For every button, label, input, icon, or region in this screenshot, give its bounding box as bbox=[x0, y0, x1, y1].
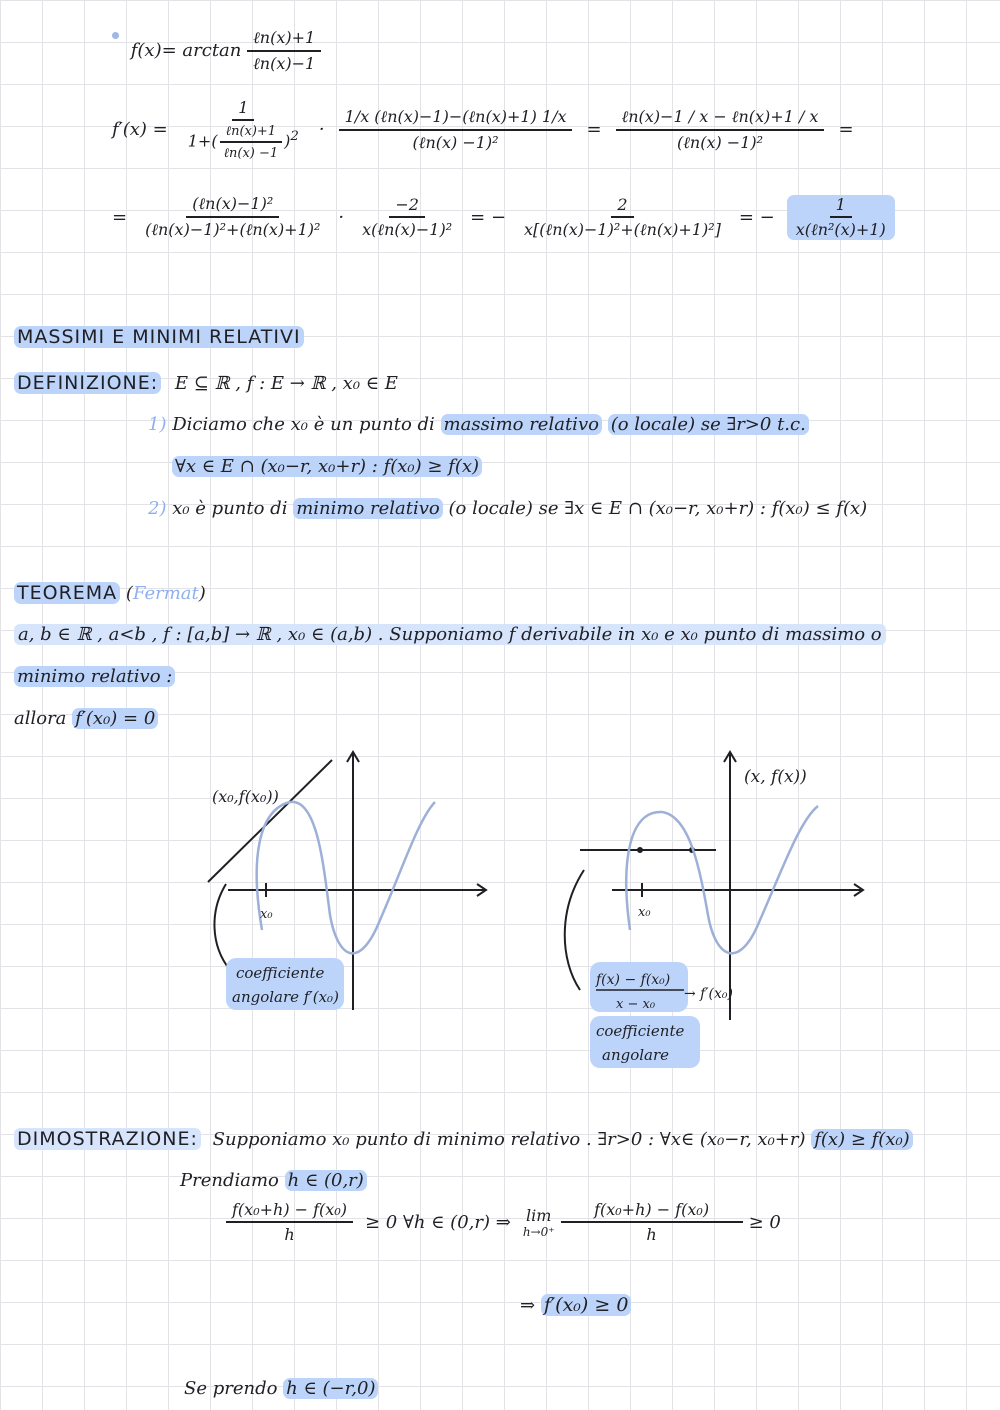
limit-ratio: $\frac{\text{f(x₀+h) − f(x₀)}}{h}$ bbox=[567, 1200, 737, 1244]
proof-line-2: Prendiamo h ∈ (0,r) bbox=[180, 1170, 367, 1191]
note-bracket bbox=[214, 884, 230, 970]
function-curve bbox=[257, 802, 435, 954]
proof-label: DIMOSTRAZIONE: bbox=[14, 1128, 201, 1150]
definition-item-1-condition: ∀x ∈ E ∩ (x₀−r, x₀+r) : f(x₀) ≥ f(x) bbox=[172, 456, 482, 477]
theorem-line-1: a, b ∈ ℝ , a<b , f : [a,b] → ℝ , x₀ ∈ (a,b) . Supponiamo f derivabile in x₀ e x₀ punto di massimo o bbox=[14, 624, 886, 645]
note-bracket bbox=[565, 870, 584, 990]
limit-arrow-label: → f′(x₀) bbox=[684, 986, 733, 1002]
derivative-line-2: f′(x) = 1 1+( $\frac{\text{ℓn(x)+1}}{\text{ℓn(x) −1}}$ )$^2$ · $\frac{\text{1/x (ℓn(x)−1)−(ℓn(x)+1) 1/x}}{\text{(ℓn(x) −1)²}}$ = $\frac{\text{ℓn(x)−1 / x − ℓn(x)+1 / x}}{\text{(ℓn(x) −1)²}}$ = bbox=[112, 98, 854, 161]
limit-operator: lim h→0⁺ bbox=[522, 1205, 555, 1239]
diff-quotient-den: x − x₀ bbox=[616, 997, 656, 1012]
note-left-line-2: angolare f′(x₀) bbox=[232, 988, 339, 1006]
proof-line-4: ⇒ f′(x₀) ≥ 0 bbox=[520, 1294, 631, 1316]
definition-item-2: 2) x₀ è punto di minimo relativo (o locale) se ∃x ∈ E ∩ (x₀−r, x₀+r) : f(x₀) ≤ f(x) bbox=[148, 498, 868, 519]
derivative-line-3: = $\frac{\text{(ℓn(x)−1)²}}{\text{(ℓn(x)−1)²+(ℓn(x)+1)²}}$ · $\frac{-2}{\text{x(ℓn(x)−1)²}}$ = − $\frac{2}{\text{x[(ℓn(x)−1)²+(ℓn(x)+1)²]}}$ = − $\frac{1}{\text{x(ℓn²(x)+1)}}$ bbox=[112, 194, 895, 240]
theorem-line-2: minimo relativo : bbox=[14, 666, 175, 687]
note-left-line-1: coefficiente bbox=[236, 964, 325, 982]
bullet-dot bbox=[112, 32, 119, 39]
arctan-argument-fraction: $\frac{\text{ℓn(x)+1}}{\text{ℓn(x)−1}}$ bbox=[247, 28, 321, 74]
definition-item-1: 1) Diciamo che x₀ è un punto di massimo relativo (o locale) se ∃r>0 t.c. bbox=[148, 414, 809, 435]
fermat-graph-left bbox=[180, 740, 510, 1030]
theorem-name: Fermat bbox=[132, 583, 199, 604]
fermat-graph-right bbox=[550, 740, 880, 1070]
point-label-left: (x₀,f(x₀)) bbox=[212, 787, 279, 806]
point-label-right: (x, f(x)) bbox=[744, 767, 807, 787]
proof-line-3: $\frac{\text{f(x₀+h) − f(x₀)}}{h}$ ≥ 0 ∀h ∈ (0,r) ⇒ lim h→0⁺ $\frac{\text{f(x₀+h) − f(x₀)}}{h}$ ≥ 0 bbox=[226, 1200, 781, 1244]
note-right-line-1: coefficiente bbox=[596, 1022, 685, 1040]
fraction-simplified: $\frac{\text{ℓn(x)−1 / x − ℓn(x)+1 / x}}{\text{(ℓn(x) −1)²}}$ bbox=[616, 107, 825, 153]
fraction-1-over-1-plus-square: 1 1+( $\frac{\text{ℓn(x)+1}}{\text{ℓn(x) −1}}$ )$^2$ bbox=[187, 98, 299, 161]
theorem-label: TEOREMA bbox=[14, 582, 120, 604]
fraction-minus-two: $\frac{-2}{\text{x(ℓn(x)−1)²}}$ bbox=[362, 194, 453, 239]
secant-point-1 bbox=[637, 847, 643, 853]
fraction-quotient-rule: $\frac{\text{1/x (ℓn(x)−1)−(ℓn(x)+1) 1/x}}{\text{(ℓn(x) −1)²}}$ bbox=[339, 107, 573, 153]
x0-label-right: x₀ bbox=[638, 905, 651, 920]
definition-label: DEFINIZIONE: bbox=[14, 372, 161, 394]
proof-line-1: DIMOSTRAZIONE: Supponiamo x₀ punto di minimo relativo . ∃r>0 : ∀x∈ (x₀−r, x₀+r) f(x) ≥ f(x₀) bbox=[14, 1128, 913, 1150]
proof-line-5: Se prendo h ∈ (−r,0) bbox=[184, 1378, 378, 1399]
theorem-line-3: allora f′(x₀) = 0 bbox=[14, 708, 158, 729]
incremental-ratio: $\frac{\text{f(x₀+h) − f(x₀)}}{h}$ bbox=[226, 1200, 353, 1244]
fraction-squared-ratio: $\frac{\text{(ℓn(x)−1)²}}{\text{(ℓn(x)−1)²+(ℓn(x)+1)²}}$ bbox=[145, 194, 321, 239]
x0-label-left: x₀ bbox=[260, 907, 273, 922]
final-result-fraction: $\frac{1}{\text{x(ℓn²(x)+1)}}$ bbox=[787, 195, 895, 240]
theorem-heading: TEOREMA (Fermat) bbox=[14, 582, 206, 604]
note-right-line-2: angolare bbox=[602, 1046, 670, 1064]
section-title: MASSIMI E MINIMI RELATIVI bbox=[14, 326, 304, 348]
diff-quotient-num: f(x) − f(x₀) bbox=[596, 972, 671, 988]
derivative-line-1: f(x)= arctan $\frac{\text{ℓn(x)+1}}{\text{ℓn(x)−1}}$ bbox=[112, 28, 321, 74]
function-curve bbox=[626, 806, 818, 953]
fraction-two-over-bracket: $\frac{2}{\text{x[(ℓn(x)−1)²+(ℓn(x)+1)²]}}$ bbox=[524, 194, 721, 239]
definition-line: DEFINIZIONE: E ⊆ ℝ , f : E → ℝ , x₀ ∈ E bbox=[14, 372, 398, 394]
